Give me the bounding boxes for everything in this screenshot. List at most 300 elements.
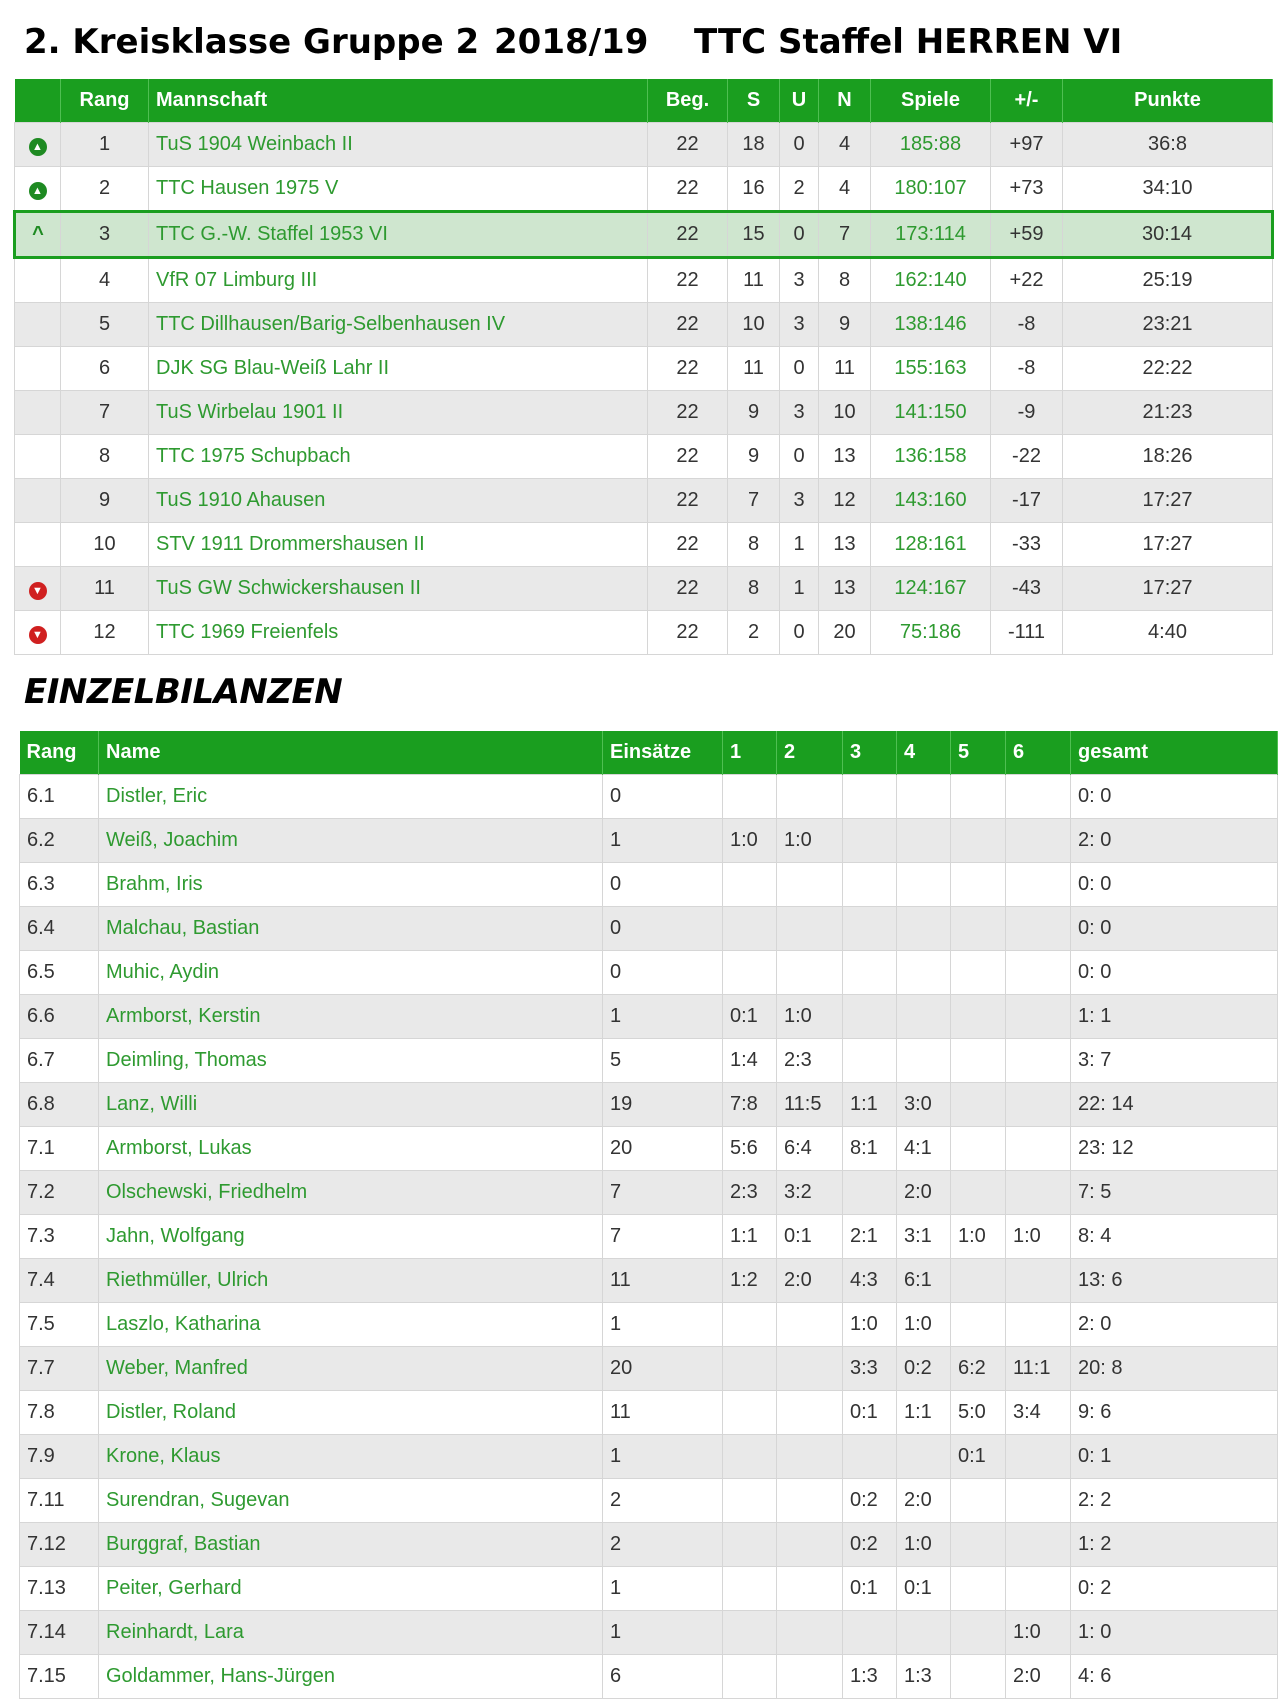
standings-u-cell: 1	[780, 523, 819, 567]
player-stat-cell	[843, 907, 897, 951]
player-row	[20, 1259, 1278, 1303]
standings-diff-cell: +97	[991, 123, 1063, 167]
player-stat-cell	[951, 1611, 1006, 1655]
standings-row	[15, 391, 1273, 435]
player-stat-cell	[1006, 1523, 1071, 1567]
player-name-cell[interactable]: Peiter, Gerhard	[99, 1567, 603, 1611]
league-title: 2. Kreisklasse Gruppe 2	[24, 22, 480, 62]
player-stat-cell: 1:0	[777, 819, 843, 863]
standings-team-cell[interactable]: VfR 07 Limburg III	[149, 258, 648, 303]
player-name-cell[interactable]: Krone, Klaus	[99, 1435, 603, 1479]
player-stat-cell: 2: 2	[1071, 1479, 1278, 1523]
standings-games-cell[interactable]: 185:88	[871, 123, 991, 167]
standings-games-cell[interactable]: 124:167	[871, 567, 991, 611]
standings-s-cell: 11	[728, 347, 780, 391]
player-stat-cell: 0	[603, 863, 723, 907]
standings-diff-cell: +59	[991, 212, 1063, 258]
standings-diff-cell: +22	[991, 258, 1063, 303]
player-stat-cell: 6.3	[20, 863, 99, 907]
player-name-cell[interactable]: Deimling, Thomas	[99, 1039, 603, 1083]
player-stats-table	[19, 731, 1278, 1699]
player-stat-cell	[777, 1347, 843, 1391]
page-title	[24, 12, 1122, 72]
player-stat-cell: 6	[603, 1655, 723, 1699]
player-stat-cell: 7.7	[20, 1347, 99, 1391]
standings-u-cell: 0	[780, 347, 819, 391]
standings-points-cell: 25:19	[1063, 258, 1273, 303]
movement-cell	[15, 167, 61, 212]
standings-games-cell[interactable]: 128:161	[871, 523, 991, 567]
player-row	[20, 951, 1278, 995]
player-stat-cell	[951, 951, 1006, 995]
standings-games-cell[interactable]: 141:150	[871, 391, 991, 435]
player-stat-cell: 1: 1	[1071, 995, 1278, 1039]
players-header-row	[20, 731, 1278, 775]
player-stat-cell: 11	[603, 1391, 723, 1435]
standings-team-cell[interactable]: TTC 1975 Schupbach	[149, 435, 648, 479]
player-stat-cell	[777, 1523, 843, 1567]
player-name-cell[interactable]: Brahm, Iris	[99, 863, 603, 907]
standings-rank-cell: 12	[61, 611, 149, 655]
player-stat-cell	[1006, 951, 1071, 995]
player-row	[20, 1215, 1278, 1259]
player-stat-cell	[843, 1435, 897, 1479]
players-col-header: 5	[951, 731, 1006, 775]
standings-row	[15, 258, 1273, 303]
standings-team-cell[interactable]: DJK SG Blau-Weiß Lahr II	[149, 347, 648, 391]
movement-cell	[15, 479, 61, 523]
player-stat-cell: 19	[603, 1083, 723, 1127]
player-stat-cell	[951, 1083, 1006, 1127]
player-stat-cell	[897, 1611, 951, 1655]
standings-team-cell[interactable]: TuS GW Schwickershausen II	[149, 567, 648, 611]
standings-n-cell: 20	[819, 611, 871, 655]
player-stat-cell: 5:6	[723, 1127, 777, 1171]
player-stat-cell: 7.8	[20, 1391, 99, 1435]
player-stat-cell	[777, 1435, 843, 1479]
section-title: EINZELBILANZEN	[24, 672, 343, 712]
movement-cell	[15, 258, 61, 303]
standings-s-cell: 11	[728, 258, 780, 303]
player-stat-cell	[843, 863, 897, 907]
caret-up-icon: ^	[32, 223, 44, 245]
player-stat-cell: 6.5	[20, 951, 99, 995]
movement-cell	[15, 567, 61, 611]
player-stat-cell: 1:0	[1006, 1611, 1071, 1655]
standings-team-cell[interactable]: TTC 1969 Freienfels	[149, 611, 648, 655]
players-col-header: 1	[723, 731, 777, 775]
player-name-cell[interactable]: Goldammer, Hans-Jürgen	[99, 1655, 603, 1699]
standings-beg-cell: 22	[648, 567, 728, 611]
player-stat-cell: 0:2	[843, 1523, 897, 1567]
movement-cell	[15, 303, 61, 347]
player-stat-cell: 1:0	[723, 819, 777, 863]
player-stat-cell	[897, 907, 951, 951]
player-name-cell[interactable]: Laszlo, Katharina	[99, 1303, 603, 1347]
player-stat-cell	[1006, 1127, 1071, 1171]
standings-u-cell: 3	[780, 303, 819, 347]
player-row	[20, 1171, 1278, 1215]
standings-games-cell[interactable]: 143:160	[871, 479, 991, 523]
standings-diff-cell: +73	[991, 167, 1063, 212]
player-stat-cell: 2:3	[777, 1039, 843, 1083]
player-stat-cell	[723, 1611, 777, 1655]
standings-n-cell: 13	[819, 523, 871, 567]
player-stat-cell: 0: 1	[1071, 1435, 1278, 1479]
player-stat-cell: 4: 6	[1071, 1655, 1278, 1699]
standings-diff-cell: -17	[991, 479, 1063, 523]
standings-beg-cell: 22	[648, 479, 728, 523]
standings-row	[15, 167, 1273, 212]
player-stat-cell: 1	[603, 1567, 723, 1611]
player-name-cell[interactable]: Distler, Eric	[99, 775, 603, 819]
player-stat-cell: 0:1	[951, 1435, 1006, 1479]
standings-col-header: Punkte	[1063, 79, 1273, 123]
standings-team-cell[interactable]: TTC Hausen 1975 V	[149, 167, 648, 212]
standings-rank-cell: 11	[61, 567, 149, 611]
player-stat-cell: 0:1	[723, 995, 777, 1039]
player-stat-cell: 0:1	[897, 1567, 951, 1611]
player-stat-cell	[1006, 1435, 1071, 1479]
players-col-header: 2	[777, 731, 843, 775]
player-name-cell[interactable]: Weiß, Joachim	[99, 819, 603, 863]
player-stat-cell	[843, 995, 897, 1039]
player-stat-cell: 1	[603, 819, 723, 863]
standings-u-cell: 2	[780, 167, 819, 212]
player-stat-cell: 4:3	[843, 1259, 897, 1303]
player-stat-cell: 3:2	[777, 1171, 843, 1215]
player-stat-cell: 1:0	[897, 1523, 951, 1567]
player-stat-cell	[897, 863, 951, 907]
player-stat-cell	[897, 951, 951, 995]
players-col-header: Name	[99, 731, 603, 775]
player-stat-cell	[951, 1567, 1006, 1611]
player-stat-cell: 0: 0	[1071, 951, 1278, 995]
player-stat-cell	[843, 1611, 897, 1655]
standings-team-cell[interactable]: TTC Dillhausen/Barig-Selbenhausen IV	[149, 303, 648, 347]
player-row	[20, 1611, 1278, 1655]
standings-points-cell: 23:21	[1063, 303, 1273, 347]
standings-u-cell: 0	[780, 123, 819, 167]
player-row	[20, 1303, 1278, 1347]
standings-games-cell[interactable]: 162:140	[871, 258, 991, 303]
player-stat-cell	[723, 1567, 777, 1611]
standings-rank-cell: 8	[61, 435, 149, 479]
player-name-cell[interactable]: Distler, Roland	[99, 1391, 603, 1435]
player-stat-cell: 4:1	[897, 1127, 951, 1171]
player-name-cell[interactable]: Riethmüller, Ulrich	[99, 1259, 603, 1303]
player-stat-cell: 8: 4	[1071, 1215, 1278, 1259]
players-col-header: 3	[843, 731, 897, 775]
promotion-arrow-icon: ▲	[29, 138, 47, 156]
player-stat-cell: 7.3	[20, 1215, 99, 1259]
player-stat-cell: 20: 8	[1071, 1347, 1278, 1391]
player-stat-cell	[723, 1391, 777, 1435]
player-stat-cell	[951, 819, 1006, 863]
standings-row	[15, 435, 1273, 479]
standings-team-cell[interactable]: TuS Wirbelau 1901 II	[149, 391, 648, 435]
standings-beg-cell: 22	[648, 611, 728, 655]
standings-rank-cell: 5	[61, 303, 149, 347]
standings-u-cell: 0	[780, 611, 819, 655]
player-row	[20, 995, 1278, 1039]
player-row	[20, 819, 1278, 863]
standings-points-cell: 18:26	[1063, 435, 1273, 479]
player-name-cell[interactable]: Reinhardt, Lara	[99, 1611, 603, 1655]
player-stat-cell: 2:1	[843, 1215, 897, 1259]
standings-beg-cell: 22	[648, 523, 728, 567]
standings-rank-cell: 2	[61, 167, 149, 212]
player-stat-cell	[1006, 1083, 1071, 1127]
standings-row	[15, 347, 1273, 391]
standings-diff-cell: -22	[991, 435, 1063, 479]
standings-points-cell: 30:14	[1063, 212, 1273, 258]
standings-u-cell: 3	[780, 479, 819, 523]
player-stat-cell	[951, 1127, 1006, 1171]
player-stat-cell: 7.14	[20, 1611, 99, 1655]
standings-col-header: N	[819, 79, 871, 123]
standings-team-cell[interactable]: TuS 1910 Ahausen	[149, 479, 648, 523]
player-stat-cell: 0:1	[843, 1391, 897, 1435]
standings-n-cell: 7	[819, 212, 871, 258]
player-stat-cell	[777, 951, 843, 995]
player-stat-cell: 6:4	[777, 1127, 843, 1171]
player-row	[20, 1039, 1278, 1083]
player-stat-cell: 0: 0	[1071, 775, 1278, 819]
player-stat-cell	[723, 951, 777, 995]
season-title: 2018/19	[494, 22, 649, 62]
standings-rank-cell: 9	[61, 479, 149, 523]
relegation-arrow-icon: ▼	[29, 582, 47, 600]
player-stat-cell: 6.2	[20, 819, 99, 863]
standings-points-cell: 4:40	[1063, 611, 1273, 655]
standings-beg-cell: 22	[648, 167, 728, 212]
standings-n-cell: 9	[819, 303, 871, 347]
standings-s-cell: 9	[728, 435, 780, 479]
standings-team-cell[interactable]: STV 1911 Drommershausen II	[149, 523, 648, 567]
player-stat-cell: 3:1	[897, 1215, 951, 1259]
standings-games-cell[interactable]: 138:146	[871, 303, 991, 347]
player-stat-cell: 6.7	[20, 1039, 99, 1083]
player-stat-cell	[723, 1347, 777, 1391]
player-stat-cell	[723, 907, 777, 951]
player-stat-cell: 2	[603, 1479, 723, 1523]
standings-points-cell: 36:8	[1063, 123, 1273, 167]
player-stat-cell	[951, 1479, 1006, 1523]
player-stat-cell	[897, 995, 951, 1039]
player-stat-cell	[723, 1435, 777, 1479]
standings-games-cell[interactable]: 136:158	[871, 435, 991, 479]
player-stat-cell: 6.8	[20, 1083, 99, 1127]
standings-row	[15, 123, 1273, 167]
standings-games-cell[interactable]: 173:114	[871, 212, 991, 258]
player-stat-cell: 13: 6	[1071, 1259, 1278, 1303]
player-stat-cell	[777, 1303, 843, 1347]
player-stat-cell	[897, 819, 951, 863]
player-name-cell[interactable]: Weber, Manfred	[99, 1347, 603, 1391]
player-stat-cell	[777, 863, 843, 907]
standings-beg-cell: 22	[648, 391, 728, 435]
player-stat-cell	[723, 1523, 777, 1567]
player-stat-cell	[777, 907, 843, 951]
player-row	[20, 1655, 1278, 1699]
player-name-cell[interactable]: Malchau, Bastian	[99, 907, 603, 951]
standings-diff-cell: -8	[991, 347, 1063, 391]
standings-games-cell[interactable]: 155:163	[871, 347, 991, 391]
promotion-arrow-icon: ▲	[29, 182, 47, 200]
player-row	[20, 1435, 1278, 1479]
player-stat-cell: 1:0	[777, 995, 843, 1039]
standings-n-cell: 12	[819, 479, 871, 523]
standings-rank-cell: 6	[61, 347, 149, 391]
player-stat-cell: 1:0	[951, 1215, 1006, 1259]
standings-s-cell: 10	[728, 303, 780, 347]
player-stat-cell: 2:0	[1006, 1655, 1071, 1699]
player-row	[20, 1083, 1278, 1127]
standings-rank-cell: 10	[61, 523, 149, 567]
player-stat-cell: 7.12	[20, 1523, 99, 1567]
standings-row	[15, 479, 1273, 523]
player-row	[20, 907, 1278, 951]
player-stat-cell: 7.13	[20, 1567, 99, 1611]
player-stat-cell: 1:2	[723, 1259, 777, 1303]
player-stat-cell	[1006, 819, 1071, 863]
player-stat-cell: 11:5	[777, 1083, 843, 1127]
standings-u-cell: 3	[780, 391, 819, 435]
player-stat-cell	[723, 1479, 777, 1523]
player-stat-cell	[723, 1303, 777, 1347]
standings-col-header: Rang	[61, 79, 149, 123]
standings-u-cell: 0	[780, 212, 819, 258]
player-stat-cell: 22: 14	[1071, 1083, 1278, 1127]
player-stat-cell	[777, 1567, 843, 1611]
standings-points-cell: 34:10	[1063, 167, 1273, 212]
player-stat-cell	[897, 1435, 951, 1479]
standings-row	[15, 212, 1273, 258]
standings-beg-cell: 22	[648, 303, 728, 347]
player-stat-cell: 0	[603, 907, 723, 951]
player-name-cell[interactable]: Muhic, Aydin	[99, 951, 603, 995]
player-stat-cell	[843, 1039, 897, 1083]
player-name-cell[interactable]: Jahn, Wolfgang	[99, 1215, 603, 1259]
player-stat-cell: 2:0	[897, 1171, 951, 1215]
player-stat-cell: 7:8	[723, 1083, 777, 1127]
player-stat-cell	[951, 907, 1006, 951]
player-stat-cell: 1:1	[843, 1083, 897, 1127]
relegation-arrow-icon: ▼	[29, 626, 47, 644]
player-stat-cell	[777, 775, 843, 819]
standings-row	[15, 523, 1273, 567]
team-title: TTC Staffel HERREN VI	[694, 22, 1123, 62]
standings-team-cell[interactable]: TTC G.-W. Staffel 1953 VI	[149, 212, 648, 258]
player-stat-cell	[1006, 907, 1071, 951]
standings-beg-cell: 22	[648, 347, 728, 391]
standings-diff-cell: -9	[991, 391, 1063, 435]
player-stat-cell: 7.15	[20, 1655, 99, 1699]
player-name-cell[interactable]: Lanz, Willi	[99, 1083, 603, 1127]
player-stat-cell: 11	[603, 1259, 723, 1303]
standings-table	[13, 79, 1274, 655]
player-stat-cell	[951, 1259, 1006, 1303]
standings-header-row	[15, 79, 1273, 123]
player-stat-cell: 1	[603, 1435, 723, 1479]
player-name-cell[interactable]: Burggraf, Bastian	[99, 1523, 603, 1567]
player-stat-cell: 1:3	[843, 1655, 897, 1699]
standings-s-cell: 18	[728, 123, 780, 167]
standings-s-cell: 16	[728, 167, 780, 212]
player-stat-cell: 2: 0	[1071, 1303, 1278, 1347]
standings-row	[15, 567, 1273, 611]
standings-diff-cell: -111	[991, 611, 1063, 655]
player-stat-cell: 2:0	[777, 1259, 843, 1303]
player-name-cell[interactable]: Surendran, Sugevan	[99, 1479, 603, 1523]
player-stat-cell: 2	[603, 1523, 723, 1567]
player-stat-cell	[951, 775, 1006, 819]
player-stat-cell: 0	[603, 775, 723, 819]
player-row	[20, 1127, 1278, 1171]
player-stat-cell: 1:0	[1006, 1215, 1071, 1259]
player-stat-cell: 3:4	[1006, 1391, 1071, 1435]
player-stat-cell	[951, 1655, 1006, 1699]
player-name-cell[interactable]: Armborst, Lukas	[99, 1127, 603, 1171]
standings-diff-cell: -8	[991, 303, 1063, 347]
standings-n-cell: 10	[819, 391, 871, 435]
standings-n-cell: 4	[819, 167, 871, 212]
player-row	[20, 775, 1278, 819]
standings-rank-cell: 1	[61, 123, 149, 167]
player-stat-cell: 7.4	[20, 1259, 99, 1303]
standings-beg-cell: 22	[648, 258, 728, 303]
player-stat-cell	[1006, 1171, 1071, 1215]
player-stat-cell: 0:2	[897, 1347, 951, 1391]
standings-games-cell[interactable]: 75:186	[871, 611, 991, 655]
player-stat-cell: 23: 12	[1071, 1127, 1278, 1171]
player-stat-cell	[1006, 1039, 1071, 1083]
player-row	[20, 1391, 1278, 1435]
standings-n-cell: 8	[819, 258, 871, 303]
standings-row	[15, 611, 1273, 655]
player-stat-cell: 6:2	[951, 1347, 1006, 1391]
player-stat-cell	[777, 1391, 843, 1435]
player-stat-cell	[951, 1303, 1006, 1347]
player-stat-cell: 0: 2	[1071, 1567, 1278, 1611]
standings-beg-cell: 22	[648, 123, 728, 167]
player-stat-cell: 1: 2	[1071, 1523, 1278, 1567]
movement-cell	[15, 391, 61, 435]
movement-cell	[15, 123, 61, 167]
player-stat-cell: 0:1	[843, 1567, 897, 1611]
player-stat-cell	[897, 775, 951, 819]
player-stat-cell: 1	[603, 1303, 723, 1347]
player-row	[20, 1347, 1278, 1391]
standings-points-cell: 22:22	[1063, 347, 1273, 391]
player-name-cell[interactable]: Armborst, Kerstin	[99, 995, 603, 1039]
players-col-header: gesamt	[1071, 731, 1278, 775]
player-stat-cell: 5:0	[951, 1391, 1006, 1435]
player-stat-cell	[1006, 1303, 1071, 1347]
player-row	[20, 863, 1278, 907]
standings-rank-cell: 7	[61, 391, 149, 435]
player-stat-cell	[951, 1523, 1006, 1567]
standings-games-cell[interactable]: 180:107	[871, 167, 991, 212]
player-stat-cell: 3:3	[843, 1347, 897, 1391]
player-stat-cell	[723, 863, 777, 907]
player-name-cell[interactable]: Olschewski, Friedhelm	[99, 1171, 603, 1215]
standings-team-cell[interactable]: TuS 1904 Weinbach II	[149, 123, 648, 167]
player-row	[20, 1479, 1278, 1523]
movement-cell	[15, 347, 61, 391]
player-stat-cell: 6:1	[897, 1259, 951, 1303]
